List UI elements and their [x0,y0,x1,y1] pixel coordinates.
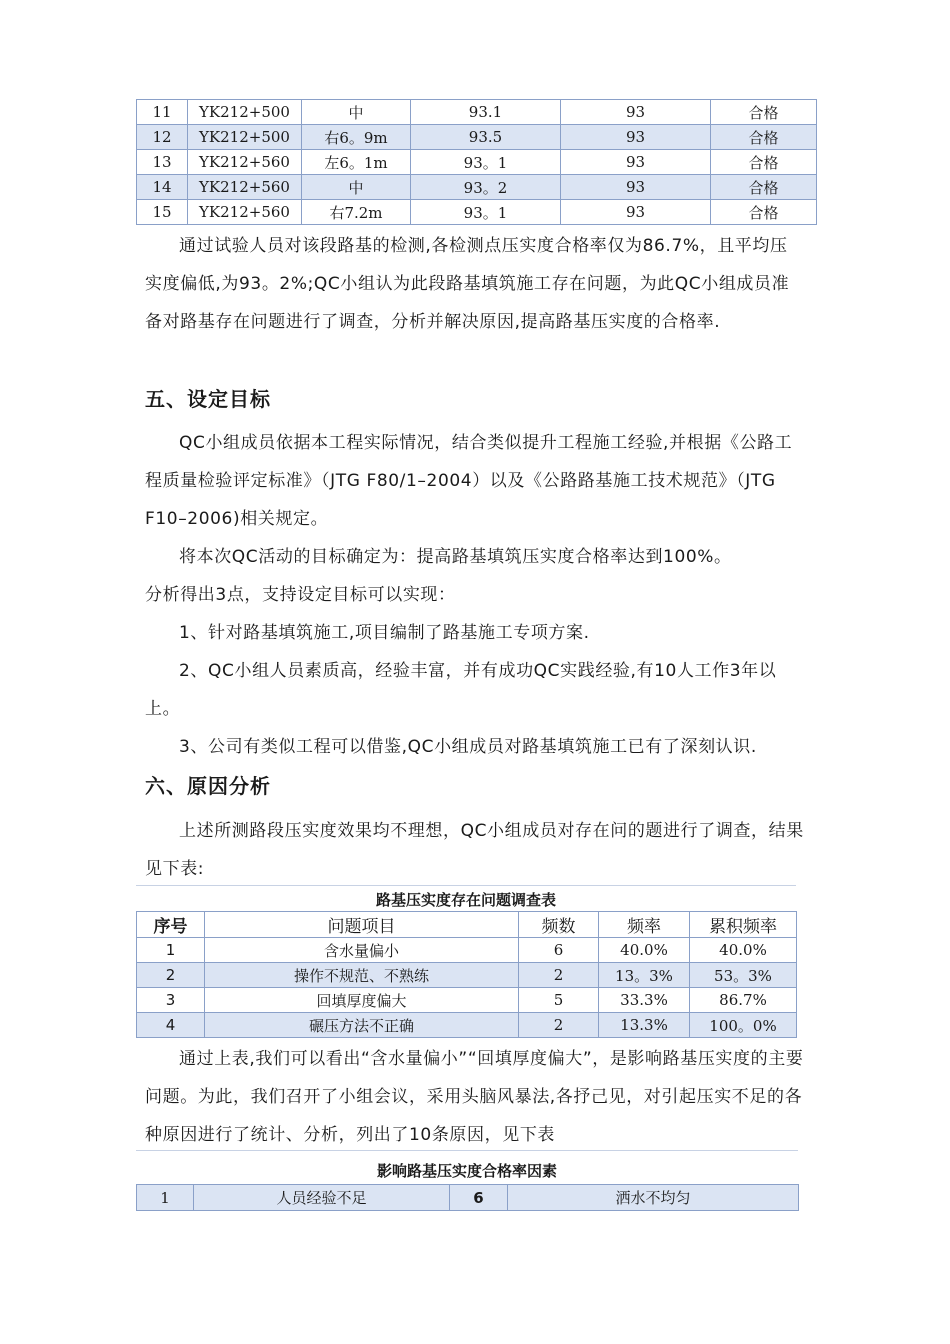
column-header-no: 序号 [137,912,205,938]
row-number: 11 [137,100,188,125]
row-number: 2 [137,963,205,988]
section-heading-cause: 六、原因分析 [145,774,271,798]
row-number: 1 [137,938,205,963]
station: YK212+560 [188,175,302,200]
problem-survey-table [136,911,797,1038]
measured-value: 93。1 [411,150,561,175]
position: 右7.2m [302,200,411,225]
measured-value: 93.1 [411,100,561,125]
row-number: 12 [137,125,188,150]
result: 合格 [711,175,817,200]
station: YK212+500 [188,125,302,150]
cumulative-frequency: 86.7% [690,988,797,1013]
column-header-item: 问题项目 [205,912,519,938]
list-item: 3、公司有类似工程可以借鉴,QC小组成员对路基填筑施工已有了深刻认识. [179,737,757,757]
table-top-rule [136,885,796,886]
factor-item: 人员经验不足 [194,1185,450,1211]
count: 6 [519,938,599,963]
spec-value: 93 [561,150,711,175]
paragraph-survey-intro: 上述所测路段压实度效果均不理想，QC小组成员对存在问的题进行了调查，结果见下表: [145,821,804,879]
cumulative-frequency: 53。3% [690,963,797,988]
measured-value: 93.5 [411,125,561,150]
measured-value: 93。1 [411,200,561,225]
table-top-rule [136,1150,798,1151]
table-row [137,100,817,125]
column-header-count: 频数 [519,912,599,938]
table-row [137,938,797,963]
frequency: 40.0% [599,938,690,963]
factor-number: 6 [450,1185,508,1211]
spec-value: 93 [561,125,711,150]
position: 左6。1m [302,150,411,175]
paragraph-inspection-summary: 通过试验人员对该段路基的检测,各检测点压实度合格率仅为86.7%，且平均压实度偏低,为93。2%;QC小组认为此段路基填筑施工存在问题，为此QC小组成员准备对路基存在问题进行了调查，分析并解决原因,提高路基压实度的合格率. [145,236,790,332]
table-row [137,175,817,200]
table-row [137,150,817,175]
row-number: 13 [137,150,188,175]
table-row [137,200,817,225]
result: 合格 [711,100,817,125]
table-row [137,1185,799,1211]
row-number: 3 [137,988,205,1013]
section-heading-goal: 五、设定目标 [145,387,271,411]
table-row [137,125,817,150]
spec-value: 93 [561,100,711,125]
station: YK212+500 [188,100,302,125]
list-item: 2、QC小组人员素质高，经验丰富，并有成功QC实践经验,有10人工作3年以上。 [145,661,777,719]
frequency: 13.3% [599,1013,690,1038]
row-number: 4 [137,1013,205,1038]
problem-item: 回填厚度偏大 [205,988,519,1013]
column-header-cumulative: 累积频率 [690,912,797,938]
paragraph-goal-basis: QC小组成员依据本工程实际情况，结合类似提升工程施工经验,并根据《公路工程质量检验评定标准》（JTG F80/1–2004）以及《公路路基施工技术规范》（JTG F10–2006)相关规定。 [145,433,793,529]
paragraph-cause-discussion: 通过上表,我们可以看出“含水量偏小”“回填厚度偏大”，是影响路基压实度的主要问题。为此，我们召开了小组会议，采用头脑风暴法,各抒己见，对引起压实不足的各种原因进行了统计、分析，列出了10条原因，见下表 [145,1049,804,1145]
frequency: 13。3% [599,963,690,988]
position: 中 [302,175,411,200]
column-header-frequency: 频率 [599,912,690,938]
table-row [137,988,797,1013]
count: 2 [519,1013,599,1038]
factor-item: 洒水不均匀 [508,1185,799,1211]
factor-number: 1 [137,1185,194,1211]
table-header-row [137,912,797,938]
table-row [137,963,797,988]
problem-item: 含水量偏小 [205,938,519,963]
position: 中 [302,100,411,125]
spec-value: 93 [561,200,711,225]
position: 右6。9m [302,125,411,150]
problem-item: 碾压方法不正确 [205,1013,519,1038]
frequency: 33.3% [599,988,690,1013]
result: 合格 [711,125,817,150]
count: 2 [519,963,599,988]
problem-item: 操作不规范、不熟练 [205,963,519,988]
paragraph-goal-analysis: 分析得出3点，支持设定目标可以实现： [145,585,456,605]
count: 5 [519,988,599,1013]
result: 合格 [711,150,817,175]
station: YK212+560 [188,200,302,225]
measured-value: 93。2 [411,175,561,200]
table-row [137,1013,797,1038]
cumulative-frequency: 100。0% [690,1013,797,1038]
station: YK212+560 [188,150,302,175]
spec-value: 93 [561,175,711,200]
paragraph-goal-statement: 将本次QC活动的目标确定为：提高路基填筑压实度合格率达到100%。 [179,547,732,567]
survey-table-caption: 路基压实度存在问题调查表 [375,891,556,909]
cumulative-frequency: 40.0% [690,938,797,963]
result: 合格 [711,200,817,225]
list-item: 1、针对路基填筑施工,项目编制了路基施工专项方案. [179,623,590,643]
row-number: 14 [137,175,188,200]
factor-table [136,1184,799,1211]
row-number: 15 [137,200,188,225]
factor-table-caption: 影响路基压实度合格率因素 [376,1162,557,1180]
compaction-test-table [136,99,817,225]
